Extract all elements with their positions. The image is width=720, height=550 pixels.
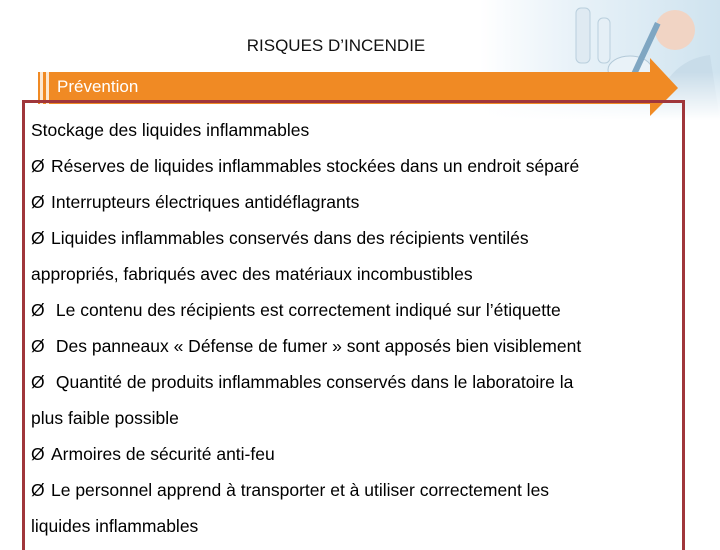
bullet-item <box>31 220 681 256</box>
bullet-text: Quantité de produits inflammables conservés dans le laboratoire la <box>51 372 574 392</box>
bullet-item <box>31 184 681 220</box>
bullet-continuation <box>31 508 681 544</box>
bullet-text: Armoires de sécurité anti-feu <box>51 444 275 464</box>
arrow-bullet-icon: Ø <box>31 336 45 356</box>
arrow-bullet-icon: Ø <box>31 444 45 464</box>
bullet-continuation <box>31 256 681 292</box>
bullet-item <box>31 472 681 508</box>
arrow-bullet-icon: Ø <box>31 228 45 248</box>
bullet-text: Des panneaux « Défense de fumer » sont apposés bien visiblement <box>51 336 582 356</box>
arrow-bullet-icon: Ø <box>31 480 45 500</box>
bullet-item <box>31 364 681 400</box>
content-heading: Stockage des liquides inflammables <box>31 120 310 140</box>
bullet-text: Le contenu des récipients est correctement indiqué sur l’étiquette <box>51 300 561 320</box>
arrow-bullet-icon: Ø <box>31 372 45 392</box>
bullet-item <box>31 328 681 364</box>
arrow-bullet-icon: Ø <box>31 192 45 212</box>
slide-title: RISQUES D’INCENDIE <box>246 36 426 55</box>
arrow-bullet-icon: Ø <box>31 156 45 176</box>
bullet-item <box>31 292 681 328</box>
bullet-text: Interrupteurs électriques antidéflagrants <box>51 192 360 212</box>
bullet-item <box>31 436 681 472</box>
banner-label: Prévention <box>57 77 139 96</box>
bullet-text: appropriés, fabriqués avec des matériaux incombustibles <box>31 264 473 284</box>
bullet-text: Liquides inflammables conservés dans des récipients ventilés <box>51 228 529 248</box>
content-text <box>31 112 681 544</box>
bullet-text: Le personnel apprend à transporter et à utiliser correctement les <box>51 480 550 500</box>
bullet-item <box>31 148 681 184</box>
bullet-list <box>31 148 681 544</box>
bullet-continuation <box>31 400 681 436</box>
arrow-bullet-icon: Ø <box>31 300 45 320</box>
bullet-text: liquides inflammables <box>31 516 199 536</box>
bullet-text: Réserves de liquides inflammables stockées dans un endroit séparé <box>51 156 580 176</box>
bullet-text: plus faible possible <box>31 408 179 428</box>
